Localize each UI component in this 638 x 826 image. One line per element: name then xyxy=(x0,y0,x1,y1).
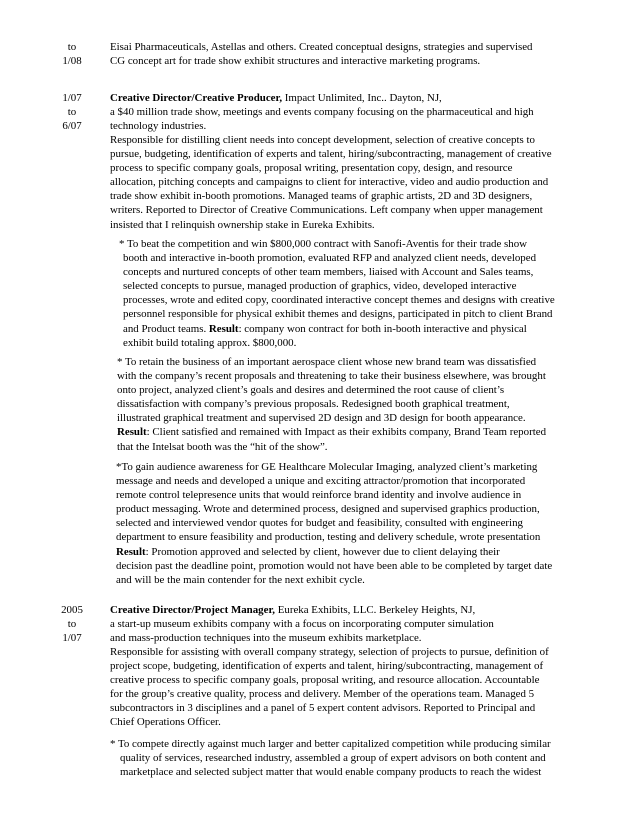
date-line: to xyxy=(67,41,77,53)
result-label: Result xyxy=(117,426,147,439)
text-line: creative process to specific company goals, proposal writing, and resource allocation. Accountable xyxy=(110,674,540,687)
company-name: Eureka Exhibits, LLC. Berkeley Heights, NJ, xyxy=(275,604,476,616)
text-line: insisted that I relinquish ownership stake in Eureka Exhibits. xyxy=(110,218,375,231)
date-line: 6/07 xyxy=(62,120,82,133)
company-description: a start-up museum exhibits company with a focus on incorporating computer simulation xyxy=(110,618,494,631)
date-line: to xyxy=(67,106,77,119)
job-title: Creative Director/Creative Producer, xyxy=(110,92,283,104)
text-line: exhibit build totaling approx. $800,000. xyxy=(123,336,297,349)
text-span: and Product teams. xyxy=(123,322,209,335)
date-line: 1/07 xyxy=(62,92,82,104)
text-line: *To gain audience awareness for GE Healthcare Molecular Imaging, analyzed client’s marketing xyxy=(116,461,538,473)
text-line: writers. Reported to Director of Creative Communications. Left company when upper management xyxy=(110,204,543,217)
text-line: booth and interactive in-booth promotion, evaluated RFP and analyzed client needs, developed xyxy=(123,252,537,265)
text-line: subcontractors in 3 disciplines and a panel of 5 expert content advisors. Reported to Principal and xyxy=(110,702,536,715)
job-impact-header xyxy=(110,91,534,133)
date-line: to xyxy=(67,618,77,631)
text-line: marketplace and selected subject matter that would enable company products to reach the widest xyxy=(120,766,542,779)
company-name: Impact Unlimited, Inc.. Dayton, NJ, xyxy=(282,92,442,104)
date-line: 1/07 xyxy=(62,632,82,645)
previous-role-text xyxy=(110,40,533,68)
text-line: Eisai Pharmaceuticals, Astellas and others. Created conceptual designs, strategies and supervised xyxy=(110,41,533,53)
text-span: : company won contract for both in-booth interactive and physical xyxy=(238,322,527,335)
text-span: : Promotion approved and selected by client, however due to client delaying their xyxy=(145,545,500,558)
text-line: * To retain the business of an important aerospace client whose new brand team was dissatisfied xyxy=(117,356,537,368)
result-line xyxy=(119,322,555,336)
company-description: and mass-production techniques into the museum exhibits marketplace. xyxy=(110,632,422,645)
job-title: Creative Director/Project Manager, xyxy=(110,604,276,616)
text-line: that the Intelsat booth was the “hit of the show”. xyxy=(117,440,328,453)
result-line xyxy=(117,425,546,439)
achievement-sanofi xyxy=(119,237,555,350)
text-line: dissatisfaction with company’s previous proposals. Redesigned booth graphical treatment, xyxy=(117,398,510,411)
text-line: Responsible for distilling client needs into concept development, selection of creative concepts to xyxy=(110,134,535,146)
text-line: product messaging. Wrote and determined process, designed and supervised graphics production, xyxy=(116,503,540,516)
date-line: 2005 xyxy=(61,604,83,616)
result-line xyxy=(116,545,552,559)
text-line: illustrated graphical treatment and supervised 2D design and 3D design for booth appearance. xyxy=(117,412,526,425)
text-line: Chief Operations Officer. xyxy=(110,716,221,729)
achievement-competition xyxy=(110,737,551,779)
date-range-impact xyxy=(52,91,92,133)
date-line: 1/08 xyxy=(62,55,82,68)
text-line: onto project, analyzed client’s goals and desires and determined the root cause of client’s xyxy=(117,384,505,397)
text-line: trade show exhibit in-booth promotions. Managed teams of graphic artists, 2D and 3D designers, xyxy=(110,190,533,203)
job-eureka-responsibilities xyxy=(110,645,549,730)
result-label: Result xyxy=(208,322,239,335)
job-eureka-header xyxy=(110,603,494,645)
text-line: concepts and nurtured concepts of other team members, liaised with Account and Sales teams, xyxy=(123,266,534,279)
text-line: department to ensure feasibility and production, testing and delivery schedule, wrote presentation xyxy=(116,531,541,544)
text-line: for the group’s creative quality, process and delivery. Member of the operations team. Managed 5 xyxy=(110,688,535,701)
text-line: selected and interviewed vendor quotes for budget and feasibility, consulted with engineering xyxy=(116,517,523,530)
text-line: * To compete directly against much larger and better capitalized competition while producing similar xyxy=(110,738,551,750)
job-impact-responsibilities xyxy=(110,133,552,232)
text-line: Responsible for assisting with overall company strategy, selection of projects to pursue, definition of xyxy=(110,646,549,658)
text-line: * To beat the competition and win $800,000 contract with Sanofi-Aventis for their trade show xyxy=(119,238,528,250)
text-line: pursue, budgeting, identification of experts and talent, hiring/subcontracting, management of creative xyxy=(110,148,552,161)
text-span: : Client satisfied and remained with Impact as their exhibits company, Brand Team reported xyxy=(146,426,547,439)
text-line: with the company’s recent proposals and threatening to take their business elsewhere, was brought xyxy=(117,370,546,383)
text-line: decision past the deadline point, promotion would not have been able to be completed by target date xyxy=(116,559,553,572)
result-label: Result xyxy=(116,545,146,558)
text-line: personnel responsible for physical exhibit themes and designs, participated in pitch to client Brand xyxy=(123,308,553,321)
job-title-line xyxy=(110,91,534,105)
text-line: quality of services, researched industry, assembled a group of expert advisors on both content and xyxy=(120,752,546,765)
text-line: allocation, pitching concepts and campaigns to client for interactive, video and audio production and xyxy=(110,176,549,189)
company-description: technology industries. xyxy=(110,120,207,133)
text-line: project scope, budgeting, identification of experts and talent, hiring/subcontracting, management of xyxy=(110,660,544,673)
text-line: selected concepts to pursue, managed production of graphics, video, developed interactive xyxy=(123,280,517,293)
company-description: a $40 million trade show, meetings and events company focusing on the pharmaceutical and high xyxy=(110,106,534,119)
text-line: remote control telepresence units that would reinforce brand identity and involve audience in xyxy=(116,489,522,502)
job-title-line xyxy=(110,603,494,617)
achievement-ge-healthcare xyxy=(116,460,552,587)
achievement-aerospace xyxy=(117,355,546,454)
date-range-eureka xyxy=(52,603,92,645)
text-line: CG concept art for trade show exhibit structures and interactive marketing programs. xyxy=(110,55,481,68)
text-line: process to specific company goals, proposal writing, presentation copy, design, and resource xyxy=(110,162,513,175)
text-line: message and needs and developed a unique and exciting attractor/promotion that incorporated xyxy=(116,475,526,488)
text-line: processes, wrote and edited copy, coordinated interactive concept themes and designs with creative xyxy=(123,294,555,307)
text-line: and will be the main contender for the next exhibit cycle. xyxy=(116,573,365,586)
date-range-previous xyxy=(52,40,92,68)
